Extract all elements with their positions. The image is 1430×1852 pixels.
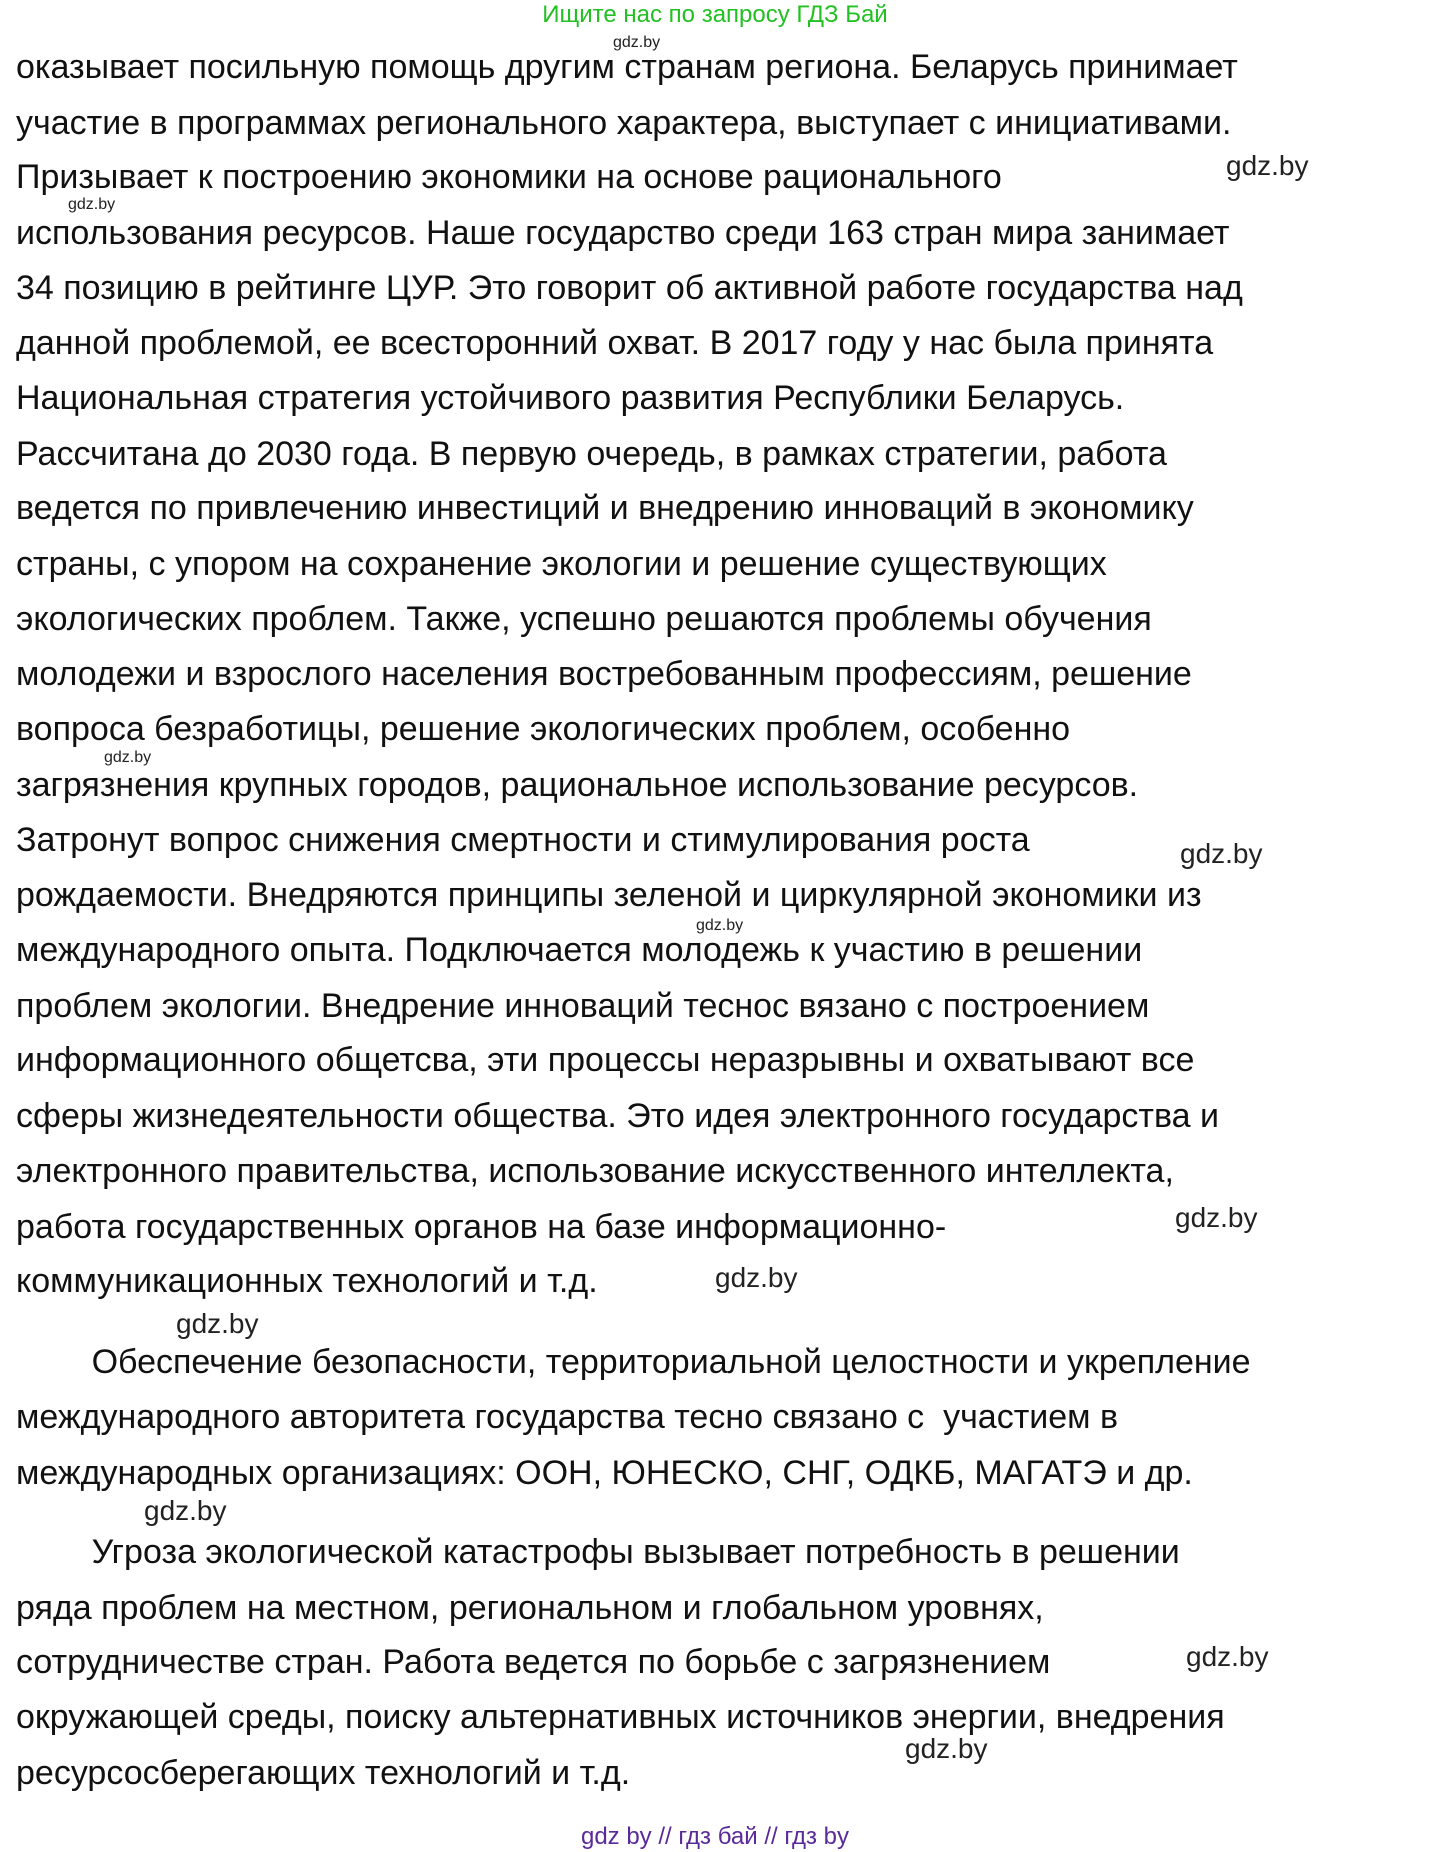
watermark-text: gdz.by <box>613 34 661 51</box>
text-line: участие в программах регионального характера, выступает с инициативами. <box>16 104 1232 142</box>
watermark-text: gdz.by <box>68 196 116 213</box>
text-line: сотрудничестве стран. Работа ведется по борьбе с загрязнением <box>16 1643 1051 1681</box>
text-line: экологических проблем. Также, успешно решаются проблемы обучения <box>16 600 1152 638</box>
text-line: Призывает к построению экономики на основе рационального <box>16 158 1002 196</box>
text-line: международных организациях: ООН, ЮНЕСКО, СНГ, ОДКБ, МАГАТЭ и др. <box>16 1454 1193 1492</box>
text-line: Рассчитана до 2030 года. В первую очередь, в рамках стратегии, работа <box>16 435 1167 473</box>
text-line: коммуникационных технологий и т.д. <box>16 1262 598 1300</box>
text-line: проблем экологии. Внедрение инноваций теснос вязано с построением <box>16 987 1150 1025</box>
text-line: использования ресурсов. Наше государство среди 163 стран мира занимает <box>16 214 1230 252</box>
watermark-text: gdz.by <box>715 1262 798 1293</box>
text-line: молодежи и взрослого населения востребованным профессиям, решение <box>16 655 1192 693</box>
watermark-text: gdz.by <box>905 1733 988 1764</box>
text-line: Обеспечение безопасности, территориальной целостности и укрепление <box>16 1343 1251 1381</box>
text-line: вопроса безработицы, решение экологических проблем, особенно <box>16 710 1071 748</box>
text-line: Национальная стратегия устойчивого развития Республики Беларусь. <box>16 379 1125 417</box>
text-line: загрязнения крупных городов, рациональное использование ресурсов. <box>16 766 1139 804</box>
footer-banner[interactable]: gdz by // гдз бай // гдз by <box>580 1823 850 1850</box>
text-line: сферы жизнедеятельности общества. Это идея электронного государства и <box>16 1097 1219 1135</box>
watermark-text: gdz.by <box>1226 150 1309 181</box>
watermark-text: gdz.by <box>1180 838 1263 869</box>
watermark-text: gdz.by <box>176 1308 259 1339</box>
text-line: рождаемости. Внедряются принципы зеленой и циркулярной экономики из <box>16 876 1202 914</box>
watermark-text: gdz.by <box>104 749 152 766</box>
text-line: международного опыта. Подключается молодежь к участию в решении <box>16 931 1143 969</box>
text-line: Угроза экологической катастрофы вызывает потребность в решении <box>16 1533 1180 1571</box>
watermark-text: gdz.by <box>1186 1641 1269 1672</box>
text-line: ресурсосберегающих технологий и т.д. <box>16 1754 631 1792</box>
header-banner: Ищите нас по запросу ГДЗ Бай <box>542 1 888 28</box>
text-line: международного авторитета государства тесно связано с участием в <box>16 1398 1119 1436</box>
text-line: окружающей среды, поиску альтернативных источников энергии, внедрения <box>16 1698 1225 1736</box>
text-line: оказывает посильную помощь другим странам региона. Беларусь принимает <box>16 48 1238 86</box>
text-line: электронного правительства, использование искусственного интеллекта, <box>16 1152 1174 1190</box>
watermark-text: gdz.by <box>1175 1202 1258 1233</box>
watermark-text: gdz.by <box>144 1495 227 1526</box>
watermark-text: gdz.by <box>696 917 744 934</box>
text-line: ряда проблем на местном, региональном и глобальном уровнях, <box>16 1589 1044 1627</box>
text-line: работа государственных органов на базе информационно- <box>16 1208 947 1246</box>
text-line: ведется по привлечению инвестиций и внедрению инноваций в экономику <box>16 489 1194 527</box>
text-line: страны, с упором на сохранение экологии и решение существующих <box>16 545 1107 583</box>
text-line: Затронут вопрос снижения смертности и стимулирования роста <box>16 821 1030 859</box>
text-line: информационного общетсва, эти процессы неразрывны и охватывают все <box>16 1041 1195 1079</box>
text-line: данной проблемой, ее всесторонний охват. В 2017 году у нас была принята <box>16 324 1214 362</box>
text-line: 34 позицию в рейтинге ЦУР. Это говорит об активной работе государства над <box>16 269 1243 307</box>
